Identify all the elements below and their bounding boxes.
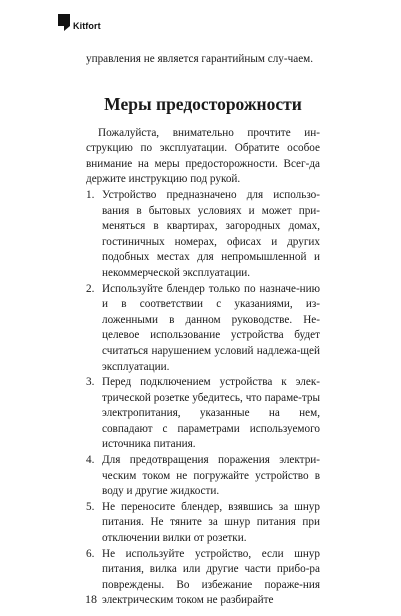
list-item-text: Для предотвращения поражения электри-ческим током не погружайте устройство в воду и другие жидкости. xyxy=(102,454,320,498)
list-item-text: Не используйте устройство, если шнур питания, вилка или другие части прибо-ра повреждены. Во избежание пораже-ния электрическим током не разбирайте xyxy=(102,547,320,607)
list-item-text: Устройство предназначено для использо-вания в бытовых условиях и может при-меняться в квартирах, загородных домах, гостиничных номерах, офисах и других подобных местах для непромышленной и некоммерческой эксплуатации. xyxy=(102,188,320,279)
intro-paragraph: Пожалуйста, внимательно прочтите ин-струкцию по эксплуатации. Обратите особое внимание на меры предосторожности. Всег-да держите инструкцию под рукой. xyxy=(86,126,320,186)
list-item-number: 6. xyxy=(86,547,95,560)
kitfort-logo-icon xyxy=(57,14,71,31)
list-item xyxy=(86,282,320,376)
brand-logo xyxy=(57,14,101,31)
section-title: Меры предосторожности xyxy=(104,93,302,114)
list-item-number: 4. xyxy=(86,454,95,467)
list-item-number: 1. xyxy=(86,188,95,201)
list-item-text: Перед подключением устройства к элек-трической розетке убедитесь, что параме-тры электропитания, указанные на нем, совпадают с параметрами используемого источника питания. xyxy=(102,376,320,451)
list-item-number: 2. xyxy=(86,282,95,295)
list-item xyxy=(86,547,320,609)
continuation-paragraph: управления не является гарантийным слу-чаем. xyxy=(86,53,314,65)
page-content xyxy=(86,52,320,609)
precautions-list xyxy=(86,188,320,609)
list-item xyxy=(86,188,320,282)
list-item xyxy=(86,453,320,500)
list-item-text: Используйте блендер только по назначе-нию и в соответствии с указаниями, из-ложенными в данном руководстве. Не-целевое использование устройства будет считаться нарушением условий надлежа-щей эксплуатации. xyxy=(102,282,320,373)
list-item-number: 3. xyxy=(86,376,95,389)
list-item-number: 5. xyxy=(86,500,95,513)
list-item xyxy=(86,375,320,453)
list-item xyxy=(86,500,320,547)
logo-text: Kitfort xyxy=(73,21,101,31)
list-item-text: Не переносите блендер, взявшись за шнур питания. Не тяните за шнур питания при отключении вилки от розетки. xyxy=(102,500,320,545)
page-number: 18 xyxy=(85,592,97,606)
